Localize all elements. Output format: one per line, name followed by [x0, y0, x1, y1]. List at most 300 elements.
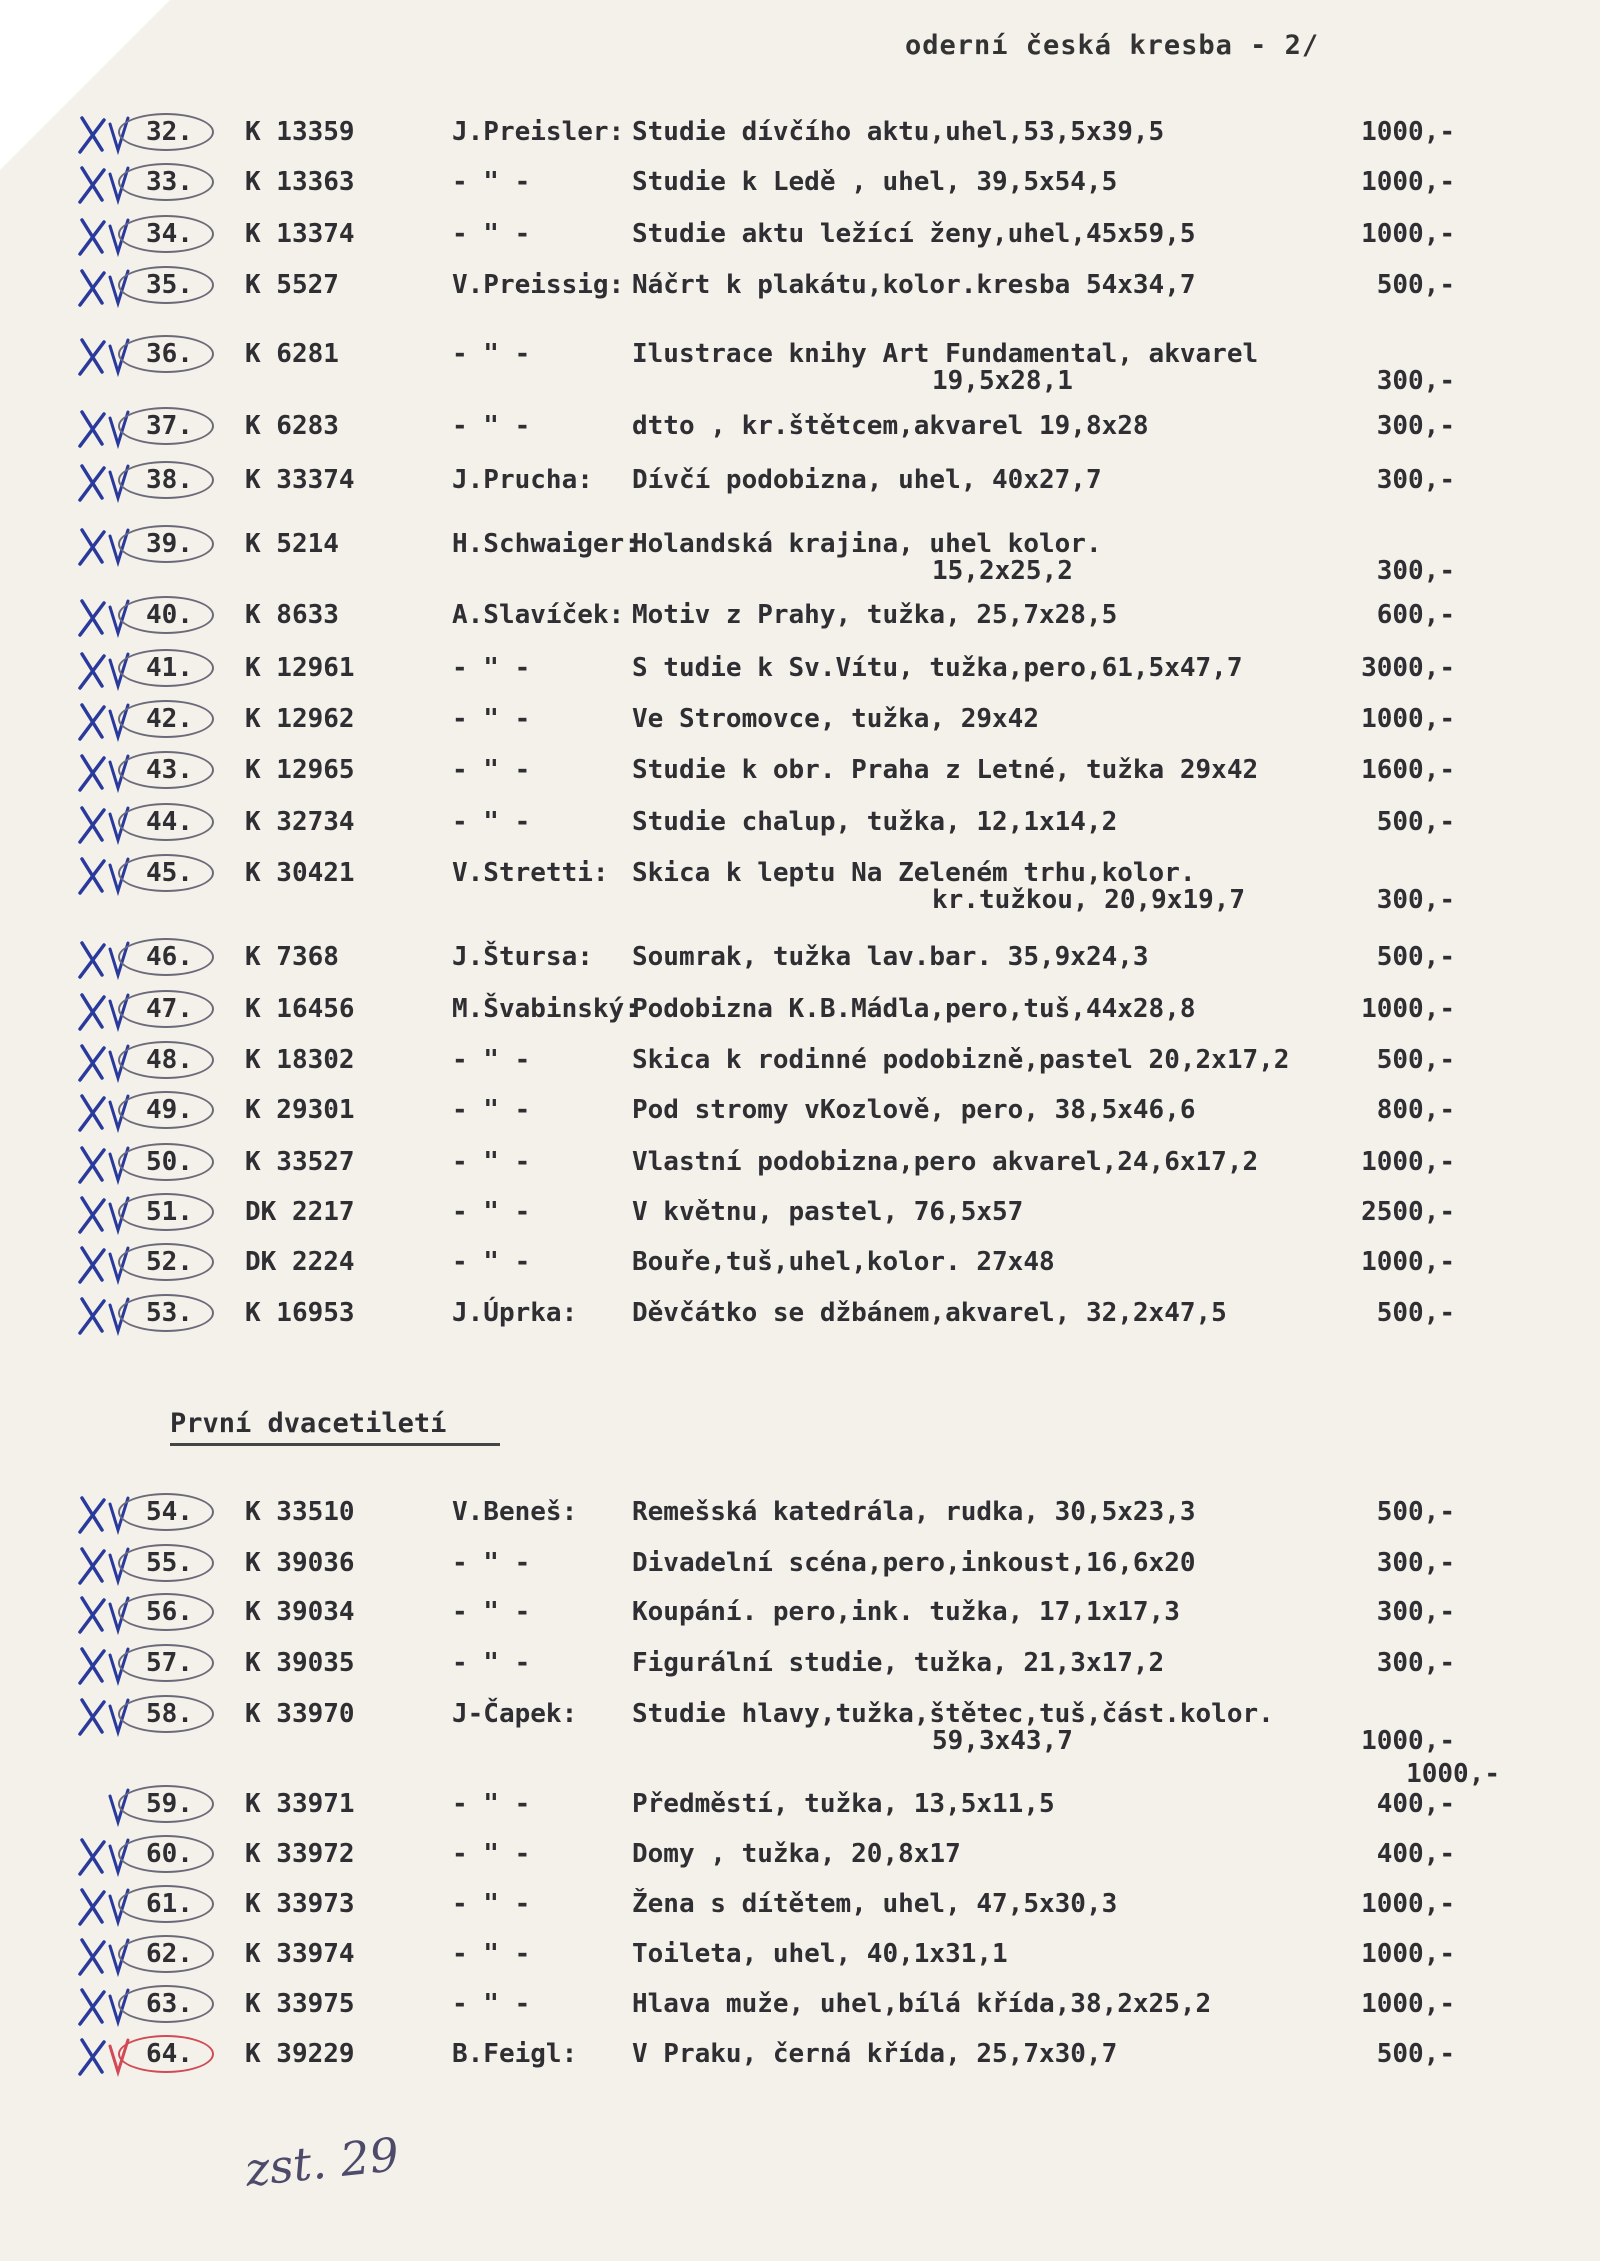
- author-name: B.Feigl:: [452, 2039, 578, 2069]
- item-description: Předměstí, tužka, 13,5x11,5: [632, 1789, 1055, 1819]
- check-marks-icon: [30, 1782, 130, 1830]
- author-name: V.Stretti:: [452, 858, 609, 888]
- item-description: Žena s dítětem, uhel, 47,5x30,3: [632, 1889, 1118, 1919]
- catalog-row: [0, 263, 1600, 315]
- inventory-number: K 33975: [245, 1989, 355, 2019]
- item-number: 57.: [146, 1648, 193, 1678]
- review-marks: [30, 1240, 130, 1288]
- item-number: 51.: [146, 1197, 193, 1227]
- check-marks-icon: [30, 332, 130, 380]
- item-description: Náčrt k plakátu,kolor.kresba 54x34,7: [632, 270, 1196, 300]
- item-number: 34.: [146, 219, 193, 249]
- review-marks: [30, 646, 130, 694]
- catalog-row: [0, 1832, 1600, 1884]
- x-mark-icon: [80, 1840, 104, 1874]
- item-number: 60.: [146, 1839, 193, 1869]
- inventory-number: K 33973: [245, 1889, 355, 1919]
- x-mark-icon: [80, 859, 104, 893]
- x-mark-icon: [80, 1096, 104, 1130]
- inventory-number: K 8633: [245, 600, 339, 630]
- x-mark-icon: [80, 1890, 104, 1924]
- check-marks-icon: [30, 593, 130, 641]
- item-number: 59.: [146, 1789, 193, 1819]
- x-mark-icon: [80, 1046, 104, 1080]
- check-marks-icon: [30, 458, 130, 506]
- inventory-number: K 16953: [245, 1298, 355, 1328]
- author-name: - " -: [452, 1045, 531, 1075]
- review-marks: [30, 1932, 130, 1980]
- catalog-row: [0, 212, 1600, 264]
- x-mark-icon: [80, 1700, 104, 1734]
- review-marks: [30, 1641, 130, 1689]
- item-price: 1000,-: [1361, 1726, 1455, 1756]
- catalog-row: [0, 404, 1600, 456]
- review-marks: [30, 1982, 130, 2030]
- x-mark-icon: [80, 2040, 104, 2074]
- inventory-number: K 12962: [245, 704, 355, 734]
- item-price: 800,-: [1376, 1095, 1455, 1125]
- x-mark-icon: [80, 1299, 104, 1333]
- x-mark-icon: [80, 654, 104, 688]
- x-mark-icon: [80, 756, 104, 790]
- item-number: 48.: [146, 1045, 193, 1075]
- item-description: Studie dívčího aktu,uhel,53,5x39,5: [632, 117, 1165, 147]
- catalog-row: [0, 593, 1600, 645]
- inventory-number: K 5214: [245, 529, 339, 559]
- item-number: 61.: [146, 1889, 193, 1919]
- x-mark-icon: [80, 1148, 104, 1182]
- extra-price: 1000,-: [1406, 1759, 1500, 1789]
- item-description: V Praku, černá křída, 25,7x30,7: [632, 2039, 1118, 2069]
- item-description: Pod stromy vKozlově, pero, 38,5x46,6: [632, 1095, 1196, 1125]
- check-marks-icon: [30, 1982, 130, 2030]
- author-name: H.Schwaiger:: [452, 529, 640, 559]
- author-name: - " -: [452, 219, 531, 249]
- review-marks: [30, 522, 130, 570]
- item-number: 46.: [146, 942, 193, 972]
- inventory-number: DK 2224: [245, 1247, 355, 1277]
- item-description: Domy , tužka, 20,8x17: [632, 1839, 961, 1869]
- item-description: Skica k leptu Na Zeleném trhu,kolor.: [632, 858, 1196, 888]
- item-number: 36.: [146, 339, 193, 369]
- review-marks: [30, 1190, 130, 1238]
- author-name: - " -: [452, 1147, 531, 1177]
- item-number: 63.: [146, 1989, 193, 2019]
- x-mark-icon: [80, 1248, 104, 1282]
- item-number: 49.: [146, 1095, 193, 1125]
- author-name: - " -: [452, 1197, 531, 1227]
- check-marks-icon: [30, 935, 130, 983]
- x-mark-icon: [80, 118, 104, 152]
- author-name: J-Čapek:: [452, 1699, 578, 1729]
- check-marks-icon: [30, 800, 130, 848]
- check-marks-icon: [30, 1190, 130, 1238]
- x-mark-icon: [80, 808, 104, 842]
- x-mark-icon: [80, 601, 104, 635]
- inventory-number: DK 2217: [245, 1197, 355, 1227]
- review-marks: [30, 800, 130, 848]
- review-marks: [30, 1140, 130, 1188]
- item-price: 300,-: [1376, 1597, 1455, 1627]
- x-mark-icon: [80, 943, 104, 977]
- author-name: J.Štursa:: [452, 942, 593, 972]
- inventory-number: K 33971: [245, 1789, 355, 1819]
- review-marks: [30, 1882, 130, 1930]
- review-marks: [30, 263, 130, 311]
- handwritten-note: zst. 29: [242, 2127, 402, 2197]
- item-number: 47.: [146, 994, 193, 1024]
- item-description: Koupání. pero,ink. tužka, 17,1x17,3: [632, 1597, 1180, 1627]
- item-number: 62.: [146, 1939, 193, 1969]
- review-marks: [30, 1782, 130, 1830]
- item-description: Bouře,tuš,uhel,kolor. 27x48: [632, 1247, 1055, 1277]
- author-name: - " -: [452, 704, 531, 734]
- item-description: Motiv z Prahy, tužka, 25,7x28,5: [632, 600, 1118, 630]
- review-marks: [30, 404, 130, 452]
- inventory-number: K 13359: [245, 117, 355, 147]
- author-name: V.Beneš:: [452, 1497, 578, 1527]
- review-marks: [30, 1490, 130, 1538]
- item-number: 42.: [146, 704, 193, 734]
- catalog-row: [0, 160, 1600, 212]
- item-price: 2500,-: [1361, 1197, 1455, 1227]
- item-number: 39.: [146, 529, 193, 559]
- item-description: Skica k rodinné podobizně,pastel 20,2x17,2: [632, 1045, 1290, 1075]
- check-marks-icon: [30, 1641, 130, 1689]
- check-marks-icon: [30, 987, 130, 1035]
- item-price: 300,-: [1376, 411, 1455, 441]
- page-header: oderní česká kresba - 2/: [905, 30, 1320, 61]
- x-mark-icon: [80, 168, 104, 202]
- item-description: Toileta, uhel, 40,1x31,1: [632, 1939, 1008, 1969]
- catalog-row: [0, 332, 1600, 396]
- item-price: 1600,-: [1361, 755, 1455, 785]
- catalog-row: [0, 1882, 1600, 1934]
- check-marks-icon: [30, 748, 130, 796]
- review-marks: [30, 1832, 130, 1880]
- author-name: - " -: [452, 1889, 531, 1919]
- catalog-row: [0, 935, 1600, 987]
- review-marks: [30, 697, 130, 745]
- item-price: 1000,-: [1361, 994, 1455, 1024]
- inventory-number: K 13363: [245, 167, 355, 197]
- item-number: 56.: [146, 1597, 193, 1627]
- review-marks: [30, 1088, 130, 1136]
- inventory-number: K 39035: [245, 1648, 355, 1678]
- item-description: S tudie k Sv.Vítu, tužka,pero,61,5x47,7: [632, 653, 1243, 683]
- inventory-number: K 5527: [245, 270, 339, 300]
- check-marks-icon: [30, 1140, 130, 1188]
- item-description-continued: 59,3x43,7: [932, 1726, 1073, 1756]
- x-mark-icon: [80, 1598, 104, 1632]
- item-price: 600,-: [1376, 600, 1455, 630]
- check-marks-icon: [30, 1088, 130, 1136]
- catalog-row: [0, 1641, 1600, 1693]
- item-number: 55.: [146, 1548, 193, 1578]
- item-description: Hlava muže, uhel,bílá křída,38,2x25,2: [632, 1989, 1212, 2019]
- check-marks-icon: [30, 1882, 130, 1930]
- item-number: 52.: [146, 1247, 193, 1277]
- check-marks-icon: [30, 160, 130, 208]
- item-description: Studie k obr. Praha z Letné, tužka 29x42: [632, 755, 1259, 785]
- item-number: 37.: [146, 411, 193, 441]
- catalog-row: [0, 748, 1600, 800]
- item-description: Soumrak, tužka lav.bar. 35,9x24,3: [632, 942, 1149, 972]
- inventory-number: K 13374: [245, 219, 355, 249]
- item-price: 1000,-: [1361, 1247, 1455, 1277]
- item-price: 300,-: [1376, 465, 1455, 495]
- item-price: 500,-: [1376, 1045, 1455, 1075]
- review-marks: [30, 1291, 130, 1339]
- check-marks-icon: [30, 1038, 130, 1086]
- author-name: - " -: [452, 1648, 531, 1678]
- author-name: - " -: [452, 1989, 531, 2019]
- item-number: 40.: [146, 600, 193, 630]
- inventory-number: K 6283: [245, 411, 339, 441]
- catalog-row: [0, 458, 1600, 510]
- item-description: Holandská krajina, uhel kolor.: [632, 529, 1102, 559]
- catalog-row: [0, 1088, 1600, 1140]
- catalog-row: [0, 1692, 1600, 1756]
- review-marks: [30, 593, 130, 641]
- check-marks-icon: [30, 1541, 130, 1589]
- check-marks-icon: [30, 1932, 130, 1980]
- x-mark-icon: [80, 1498, 104, 1532]
- item-description: Studie aktu ležící ženy,uhel,45x59,5: [632, 219, 1196, 249]
- inventory-number: K 39034: [245, 1597, 355, 1627]
- item-price: 1000,-: [1361, 219, 1455, 249]
- check-marks-icon: [30, 697, 130, 745]
- inventory-number: K 12965: [245, 755, 355, 785]
- inventory-number: K 33974: [245, 1939, 355, 1969]
- review-marks: [30, 212, 130, 260]
- item-description-continued: 19,5x28,1: [932, 366, 1073, 396]
- inventory-number: K 32734: [245, 807, 355, 837]
- check-marks-icon: [30, 1490, 130, 1538]
- x-mark-icon: [80, 1649, 104, 1683]
- x-mark-icon: [80, 1549, 104, 1583]
- x-mark-icon: [80, 995, 104, 1029]
- inventory-number: K 12961: [245, 653, 355, 683]
- item-description: Děvčátko se džbánem,akvarel, 32,2x47,5: [632, 1298, 1227, 1328]
- check-marks-icon: [30, 1590, 130, 1638]
- item-description-continued: kr.tužkou, 20,9x19,7: [932, 885, 1246, 915]
- item-price: 400,-: [1376, 1839, 1455, 1869]
- author-name: V.Preissig:: [452, 270, 625, 300]
- x-mark-icon: [80, 705, 104, 739]
- catalog-row: [0, 646, 1600, 698]
- review-marks: [30, 1541, 130, 1589]
- item-price: 1000,-: [1361, 1147, 1455, 1177]
- x-mark-icon: [80, 1990, 104, 2024]
- review-marks: [30, 1590, 130, 1638]
- item-number: 58.: [146, 1699, 193, 1729]
- catalog-row: [0, 697, 1600, 749]
- catalog-row: [0, 987, 1600, 1039]
- item-description: dtto , kr.štětcem,akvarel 19,8x28: [632, 411, 1149, 441]
- review-marks: [30, 748, 130, 796]
- item-number: 53.: [146, 1298, 193, 1328]
- check-marks-icon: [30, 1832, 130, 1880]
- item-description: Vlastní podobizna,pero akvarel,24,6x17,2: [632, 1147, 1259, 1177]
- x-mark-icon: [80, 466, 104, 500]
- catalog-row: [0, 1140, 1600, 1192]
- item-description: Figurální studie, tužka, 21,3x17,2: [632, 1648, 1165, 1678]
- x-mark-icon: [80, 340, 104, 374]
- item-number: 45.: [146, 858, 193, 888]
- review-marks: [30, 110, 130, 158]
- item-price: 300,-: [1376, 366, 1455, 396]
- item-description: Remešská katedrála, rudka, 30,5x23,3: [632, 1497, 1196, 1527]
- review-marks: [30, 1038, 130, 1086]
- check-marks-icon: [30, 851, 130, 899]
- item-price: 300,-: [1376, 556, 1455, 586]
- catalog-row: [0, 110, 1600, 162]
- catalog-row: [0, 1291, 1600, 1343]
- item-number: 50.: [146, 1147, 193, 1177]
- section-heading: První dvacetiletí: [170, 1408, 500, 1446]
- item-number: 64.: [146, 2039, 193, 2069]
- item-price: 1000,-: [1361, 1889, 1455, 1919]
- author-name: - " -: [452, 1548, 531, 1578]
- inventory-number: K 30421: [245, 858, 355, 888]
- check-marks-icon: [30, 522, 130, 570]
- x-mark-icon: [80, 271, 104, 305]
- x-mark-icon: [80, 1198, 104, 1232]
- catalog-row: [0, 1038, 1600, 1090]
- author-name: - " -: [452, 807, 531, 837]
- item-number: 35.: [146, 270, 193, 300]
- item-description: Ilustrace knihy Art Fundamental, akvarel: [632, 339, 1259, 369]
- author-name: - " -: [452, 1939, 531, 1969]
- review-marks: [30, 160, 130, 208]
- check-marks-icon: [30, 1240, 130, 1288]
- inventory-number: K 16456: [245, 994, 355, 1024]
- item-price: 500,-: [1376, 270, 1455, 300]
- inventory-number: K 33970: [245, 1699, 355, 1729]
- review-marks: [30, 1692, 130, 1740]
- item-price: 300,-: [1376, 1648, 1455, 1678]
- check-marks-icon: [30, 263, 130, 311]
- check-marks-icon: [30, 1692, 130, 1740]
- item-price: 1000,-: [1361, 167, 1455, 197]
- inventory-number: K 7368: [245, 942, 339, 972]
- x-mark-icon: [80, 1940, 104, 1974]
- catalog-row: [0, 1782, 1600, 1834]
- inventory-number: K 6281: [245, 339, 339, 369]
- item-description-continued: 15,2x25,2: [932, 556, 1073, 586]
- author-name: - " -: [452, 1839, 531, 1869]
- x-mark-icon: [80, 220, 104, 254]
- catalog-row: [0, 1541, 1600, 1593]
- catalog-row: [0, 1982, 1600, 2034]
- catalog-row: [0, 851, 1600, 915]
- item-price: 400,-: [1376, 1789, 1455, 1819]
- item-price: 500,-: [1376, 1497, 1455, 1527]
- review-marks: [30, 935, 130, 983]
- item-number: 54.: [146, 1497, 193, 1527]
- item-price: 1000,-: [1361, 704, 1455, 734]
- catalog-row: [0, 2032, 1600, 2084]
- inventory-number: K 33972: [245, 1839, 355, 1869]
- item-price: 3000,-: [1361, 653, 1455, 683]
- author-name: J.Úprka:: [452, 1298, 578, 1328]
- inventory-number: K 33510: [245, 1497, 355, 1527]
- review-marks: [30, 458, 130, 506]
- inventory-number: K 29301: [245, 1095, 355, 1125]
- review-marks: [30, 332, 130, 380]
- inventory-number: K 33374: [245, 465, 355, 495]
- item-description: Podobizna K.B.Mádla,pero,tuš,44x28,8: [632, 994, 1196, 1024]
- inventory-number: K 18302: [245, 1045, 355, 1075]
- check-marks-icon: [30, 2032, 130, 2080]
- author-name: - " -: [452, 1095, 531, 1125]
- inventory-number: K 39229: [245, 2039, 355, 2069]
- review-marks: [30, 987, 130, 1035]
- catalog-row: [0, 522, 1600, 586]
- author-name: J.Preisler:: [452, 117, 625, 147]
- check-marks-icon: [30, 1291, 130, 1339]
- check-marks-icon: [30, 404, 130, 452]
- item-number: 38.: [146, 465, 193, 495]
- inventory-number: K 39036: [245, 1548, 355, 1578]
- item-description: Studie k Ledě , uhel, 39,5x54,5: [632, 167, 1118, 197]
- inventory-number: K 33527: [245, 1147, 355, 1177]
- item-description: Dívčí podobizna, uhel, 40x27,7: [632, 465, 1102, 495]
- item-description: Divadelní scéna,pero,inkoust,16,6x20: [632, 1548, 1196, 1578]
- author-name: - " -: [452, 1789, 531, 1819]
- author-name: M.Švabinský:: [452, 994, 640, 1024]
- author-name: - " -: [452, 653, 531, 683]
- author-name: - " -: [452, 1247, 531, 1277]
- check-marks-icon: [30, 212, 130, 260]
- item-price: 1000,-: [1361, 1989, 1455, 2019]
- item-price: 500,-: [1376, 807, 1455, 837]
- author-name: - " -: [452, 755, 531, 785]
- item-description: Studie chalup, tužka, 12,1x14,2: [632, 807, 1118, 837]
- x-mark-icon: [80, 530, 104, 564]
- author-name: J.Prucha:: [452, 465, 593, 495]
- catalog-row: [0, 1590, 1600, 1642]
- catalog-row: [0, 1490, 1600, 1542]
- item-price: 500,-: [1376, 1298, 1455, 1328]
- item-description: Ve Stromovce, tužka, 29x42: [632, 704, 1039, 734]
- check-marks-icon: [30, 646, 130, 694]
- item-number: 43.: [146, 755, 193, 785]
- item-price: 500,-: [1376, 942, 1455, 972]
- item-number: 44.: [146, 807, 193, 837]
- author-name: - " -: [452, 1597, 531, 1627]
- catalog-row: [0, 1190, 1600, 1242]
- author-name: - " -: [452, 411, 531, 441]
- x-mark-icon: [80, 412, 104, 446]
- catalog-row: [0, 800, 1600, 852]
- item-price: 300,-: [1376, 885, 1455, 915]
- item-number: 41.: [146, 653, 193, 683]
- review-marks: [30, 2032, 130, 2080]
- item-description: V květnu, pastel, 76,5x57: [632, 1197, 1024, 1227]
- item-number: 32.: [146, 117, 193, 147]
- item-price: 500,-: [1376, 2039, 1455, 2069]
- catalog-row: [0, 1932, 1600, 1984]
- item-price: 1000,-: [1361, 117, 1455, 147]
- author-name: - " -: [452, 167, 531, 197]
- item-description: Studie hlavy,tužka,štětec,tuš,část.kolor.: [632, 1699, 1274, 1729]
- catalog-row: [0, 1240, 1600, 1292]
- item-price: 300,-: [1376, 1548, 1455, 1578]
- item-price: 1000,-: [1361, 1939, 1455, 1969]
- author-name: A.Slavíček:: [452, 600, 625, 630]
